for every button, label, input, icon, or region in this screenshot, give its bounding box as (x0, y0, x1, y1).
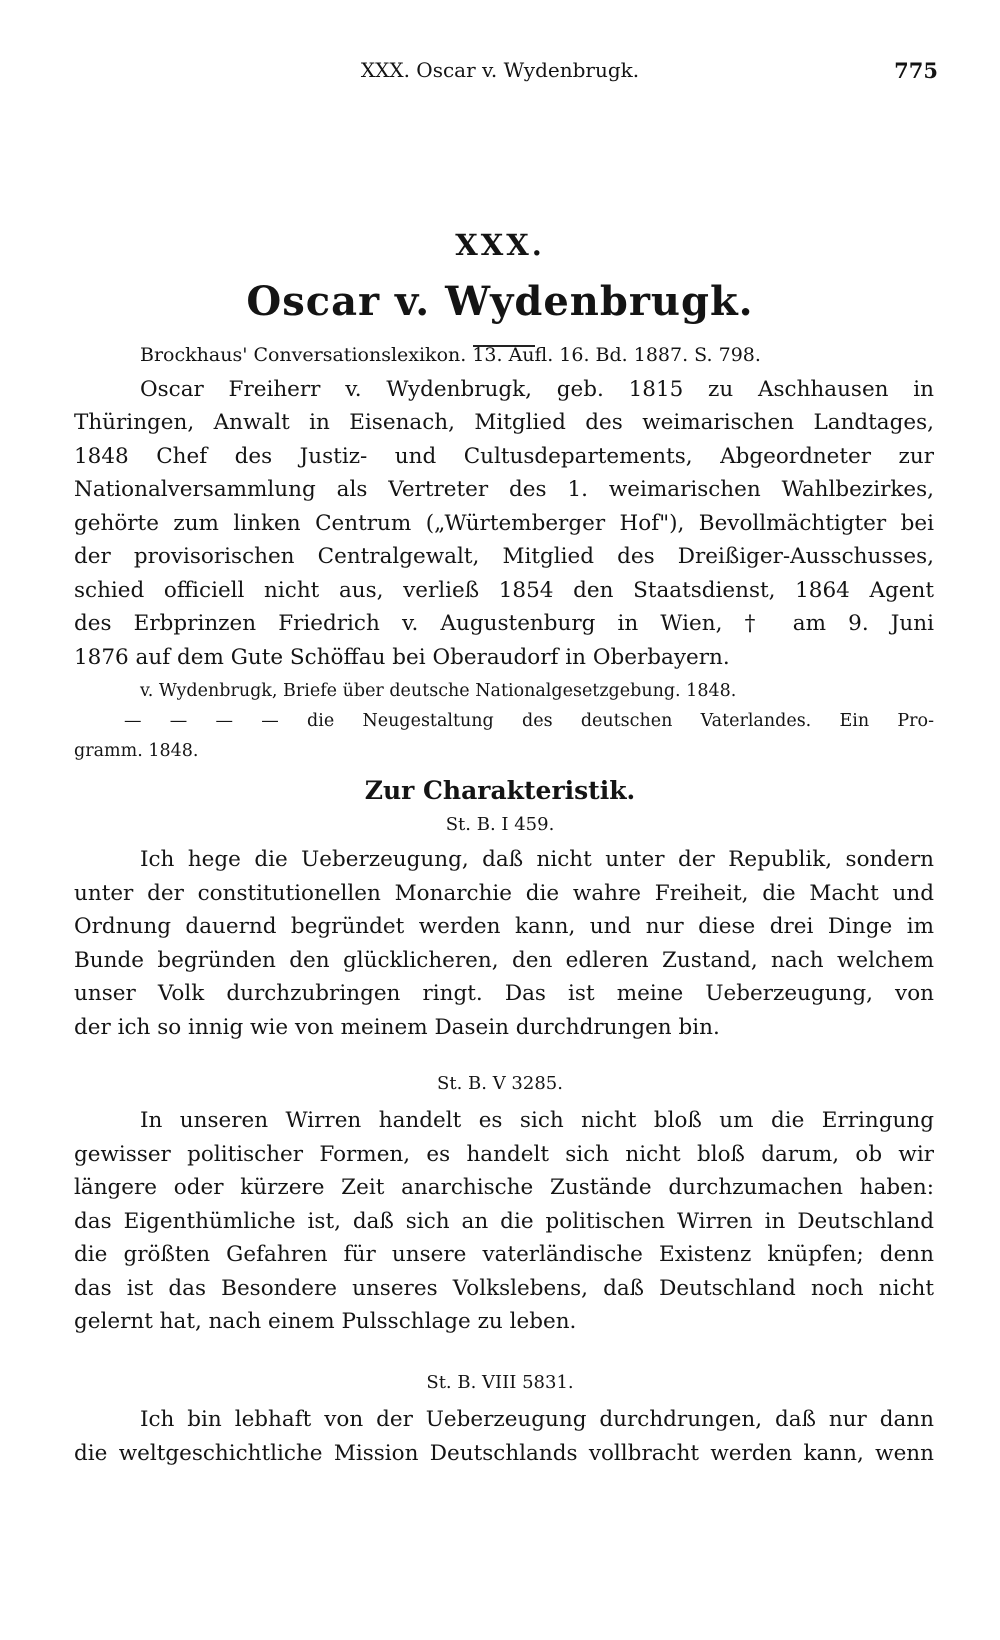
quote-block (74, 843, 934, 1044)
bio-line: des Erbprinzen Friedrich v. Augustenburg in Wien, † am 9. Juni (74, 611, 934, 636)
quote-line: gelernt hat, nach einem Pulsschlage zu leben. (74, 1309, 577, 1334)
bio-line: der provisorischen Centralgewalt, Mitglied des Dreißiger-Ausschusses, (74, 544, 934, 569)
quote-line: die größten Gefahren für unsere vaterländische Existenz knüpfen; denn (74, 1242, 934, 1267)
bio-line: schied officiell nicht aus, verließ 1854 den Staatsdienst, 1864 Agent (74, 577, 934, 603)
bio-line: Thüringen, Anwalt in Eisenach, Mitglied des weimarischen Landtages, (74, 410, 934, 435)
quote-line: unter der constitutionellen Monarchie die wahre Freiheit, die Macht und (74, 880, 934, 906)
works-line: v. Wydenbrugk, Briefe über deutsche Nationalgesetzgebung. 1848. (140, 681, 737, 701)
quote-citation: St. B. V 3285. (437, 1073, 563, 1094)
bio-line: 1876 auf dem Gute Schöffau bei Oberaudorf in Oberbayern. (74, 644, 730, 670)
works-line: — — — — die Neugestaltung des deutschen Vaterlandes. Ein Pro- (124, 711, 934, 731)
page-number: 775 (894, 58, 938, 83)
quote-line: längere oder kürzere Zeit anarchische Zustände durchzumachen haben: (74, 1175, 934, 1200)
bio-block (74, 339, 934, 674)
quote-line: das Eigenthümliche ist, daß sich an die politischen Wirren in Deutschland (74, 1208, 934, 1234)
quote-line: die weltgeschichtliche Mission Deutschlands vollbracht werden kann, wenn (74, 1440, 934, 1466)
works-block (74, 676, 934, 766)
quote-line: unser Volk durchzubringen ringt. Das ist meine Ueberzeugung, von (74, 981, 934, 1006)
quote-line: gewisser politischer Formen, es handelt sich nicht bloß darum, ob wir (74, 1141, 934, 1167)
quote-line: der ich so innig wie von meinem Dasein durchdrungen bin. (74, 1014, 720, 1040)
quote-block (74, 1403, 934, 1470)
quote-line: Ordnung dauernd begründet werden kann, und nur diese drei Dinge im (74, 914, 934, 939)
chapter-title: Oscar v. Wydenbrugk. (246, 278, 754, 325)
bio-line: Nationalversammlung als Vertreter des 1. weimarischen Wahlbezirkes, (74, 477, 934, 502)
source-line: Brockhaus' Conversationslexikon. 13. Aufl. 16. Bd. 1887. S. 798. (140, 344, 761, 366)
quote-block (74, 1104, 934, 1339)
quote-citation: St. B. I 459. (445, 814, 555, 835)
section-heading: Zur Charakteristik. (364, 776, 636, 805)
quote-line: Ich bin lebhaft von der Ueberzeugung durchdrungen, daß nur dann (140, 1407, 934, 1432)
bio-line: 1848 Chef des Justiz- und Cultusdepartements, Abgeordneter zur (74, 443, 934, 469)
bio-line: gehörte zum linken Centrum („Würtemberger Hof"), Bevollmächtigter bei (74, 510, 934, 536)
bio-line: Oscar Freiherr v. Wydenbrugk, geb. 1815 zu Aschhausen in (140, 376, 934, 402)
quote-line: Bunde begründen den glücklicheren, den edleren Zustand, nach welchem (74, 947, 934, 973)
running-head (0, 58, 1000, 90)
running-head-title: XXX. Oscar v. Wydenbrugk. (360, 58, 640, 82)
chapter-number: XXX. (455, 228, 545, 262)
quote-line: Ich hege die Ueberzeugung, daß nicht unter der Republik, sondern (140, 847, 934, 872)
works-line: gramm. 1848. (74, 741, 199, 761)
quote-citation: St. B. VIII 5831. (426, 1372, 574, 1393)
quote-line: das ist das Besondere unseres Volkslebens, daß Deutschland noch nicht (74, 1275, 934, 1301)
quote-line: In unseren Wirren handelt es sich nicht bloß um die Erringung (140, 1108, 934, 1133)
